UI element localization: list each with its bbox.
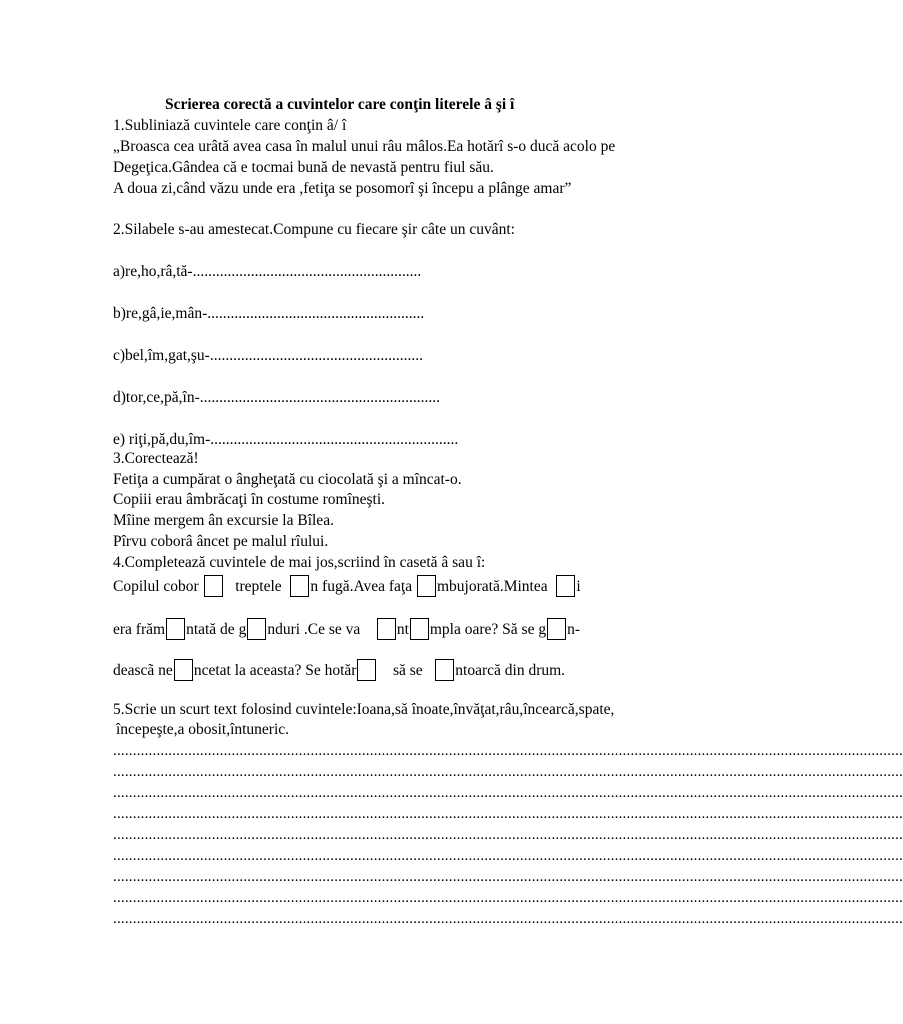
ex4-row-3	[113, 659, 565, 681]
ex4-word-part: Copilul cobor	[113, 578, 199, 595]
ex4-word-part: deascã ne	[113, 662, 173, 679]
ex4-row-1	[113, 575, 581, 597]
ex4-word-part: treptele	[235, 578, 282, 595]
ex3-heading: 3.Corectează!	[113, 450, 199, 467]
ex1-heading: 1.Subliniază cuvintele care conţin â/ î	[113, 117, 347, 134]
ex4-word-part: să se	[392, 662, 423, 679]
ex4-word-part: ntată de g	[186, 621, 247, 638]
ex1-text-line: „Broasca cea urâtă avea casa în malul unui râu mâlos.Ea hotărî s-o ducă acolo pe	[113, 138, 616, 155]
letter-box[interactable]	[247, 618, 266, 640]
writing-line[interactable]: ........................................................................................................................................................................................................	[113, 911, 903, 927]
letter-box[interactable]	[377, 618, 396, 640]
ex3-sentence: Fetiţa a cumpărat o ângheţată cu ciocolată şi a mîncat-o.	[113, 471, 462, 488]
ex4-word-part: n fugă.Avea faţa	[310, 578, 413, 595]
writing-line[interactable]: ........................................................................................................................................................................................................	[113, 743, 903, 759]
letter-box[interactable]	[357, 659, 376, 681]
ex4-word-part: nduri .Ce se va	[267, 621, 361, 638]
writing-line[interactable]: ........................................................................................................................................................................................................	[113, 869, 903, 885]
ex2-item-d: d)tor,ce,pă,în-..............................................................	[113, 389, 440, 406]
letter-box[interactable]	[547, 618, 566, 640]
letter-box[interactable]	[290, 575, 309, 597]
ex4-word-part: i	[576, 578, 581, 595]
writing-line[interactable]: ........................................................................................................................................................................................................	[113, 890, 903, 906]
ex2-item-b: b)re,gâ,ie,mân-........................................................	[113, 305, 425, 322]
ex4-word-part: mpla oare? Să se g	[429, 621, 547, 638]
writing-line[interactable]: ........................................................................................................................................................................................................	[113, 806, 903, 822]
ex2-heading: 2.Silabele s-au amestecat.Compune cu fiecare şir câte un cuvânt:	[113, 221, 515, 238]
letter-box[interactable]	[435, 659, 454, 681]
letter-box[interactable]	[166, 618, 185, 640]
letter-box[interactable]	[174, 659, 193, 681]
ex4-heading: 4.Completează cuvintele de mai jos,scriind în casetă â sau î:	[113, 554, 486, 571]
ex3-sentence: Mîine mergem ân excursie la Bîlea.	[113, 512, 334, 529]
ex4-word-part: nt	[396, 621, 409, 638]
ex4-word-part: ntoarcă din drum.	[455, 662, 566, 679]
ex4-word-part: era frăm	[113, 621, 166, 638]
writing-line[interactable]: ........................................................................................................................................................................................................	[113, 827, 903, 843]
ex1-text-line: Degeţica.Gândea că e tocmai bună de nevastă pentru fiul său.	[113, 159, 494, 176]
ex5-heading: 5.Scrie un scurt text folosind cuvintele:Ioana,să înoate,învăţat,râu,încearcă,spate,	[113, 701, 615, 718]
ex4-word-part: ncetat la aceasta? Se hotăr	[193, 662, 357, 679]
ex4-word-part: n-	[567, 621, 581, 638]
ex2-item-e: e) riţi,pă,du,îm-................................................................	[113, 431, 459, 448]
ex4-row-2	[113, 618, 580, 640]
writing-line[interactable]: ........................................................................................................................................................................................................	[113, 785, 903, 801]
ex2-item-c: c)bel,îm,gat,şu-.......................................................	[113, 347, 423, 364]
ex2-item-a: a)re,ho,râ,tă-...........................................................	[113, 263, 422, 280]
ex4-word-part: mbujorată.Mintea	[437, 578, 548, 595]
letter-box[interactable]	[417, 575, 436, 597]
ex3-sentence: Pîrvu coborâ âncet pe malul rîului.	[113, 533, 329, 550]
letter-box[interactable]	[204, 575, 223, 597]
writing-line[interactable]: ........................................................................................................................................................................................................	[113, 764, 903, 780]
letter-box[interactable]	[556, 575, 575, 597]
letter-box[interactable]	[410, 618, 429, 640]
writing-line[interactable]: ........................................................................................................................................................................................................	[113, 848, 903, 864]
page-title: Scrierea corectă a cuvintelor care conţin literele â şi î	[165, 96, 515, 113]
ex5-heading-cont: începeşte,a obosit,întuneric.	[116, 721, 290, 738]
ex3-sentence: Copiii erau âmbrăcaţi în costume romîneşti.	[113, 491, 386, 508]
ex1-text-line: A doua zi,când văzu unde era ,fetiţa se posomorî şi începu a plânge amar”	[113, 180, 572, 197]
